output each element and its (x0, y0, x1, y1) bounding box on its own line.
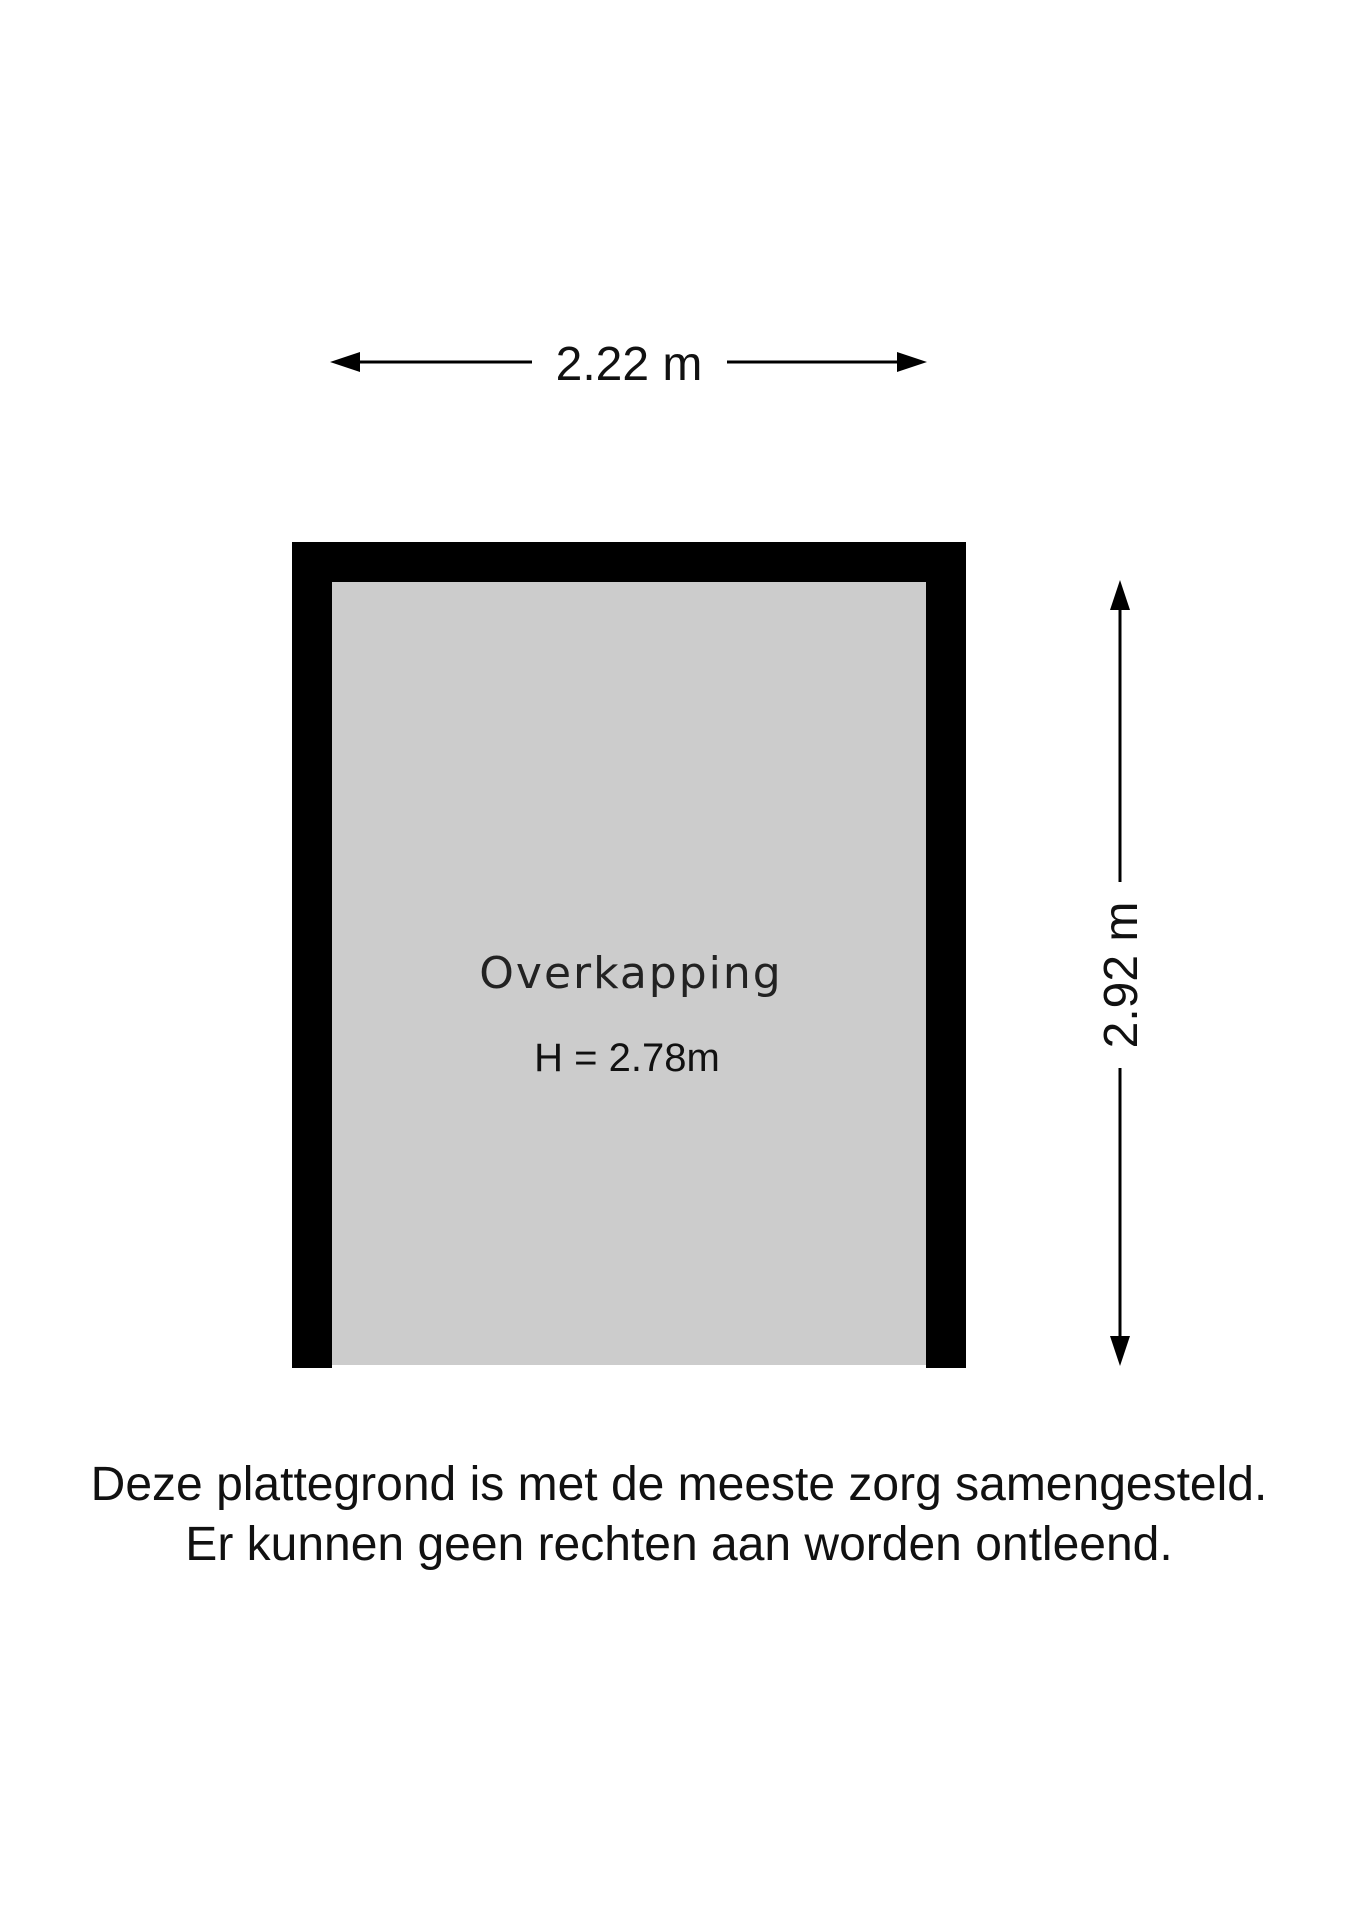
depth-arrow-down-icon (1110, 1336, 1130, 1366)
disclaimer-line-2: Er kunnen geen rechten aan worden ontleend. (185, 1518, 1173, 1571)
width-dimension (330, 338, 927, 391)
disclaimer (0, 1455, 1358, 1575)
depth-dimension-label: 2.92 m (1095, 901, 1148, 1049)
wall-right (926, 542, 966, 1368)
room-height-label: H = 2.78m (534, 1036, 720, 1080)
width-arrow-right-icon (897, 352, 927, 372)
disclaimer-line-1: Deze plattegrond is met de meeste zorg samengesteld. (90, 1458, 1268, 1511)
depth-arrow-up-icon (1110, 580, 1130, 610)
wall-top (292, 542, 966, 582)
room-name: Overkapping (479, 948, 783, 999)
wall-left (292, 542, 332, 1368)
width-arrow-left-icon (330, 352, 360, 372)
room-overkapping (292, 542, 966, 1368)
depth-dimension (1095, 580, 1148, 1366)
width-dimension-label: 2.22 m (555, 338, 703, 391)
